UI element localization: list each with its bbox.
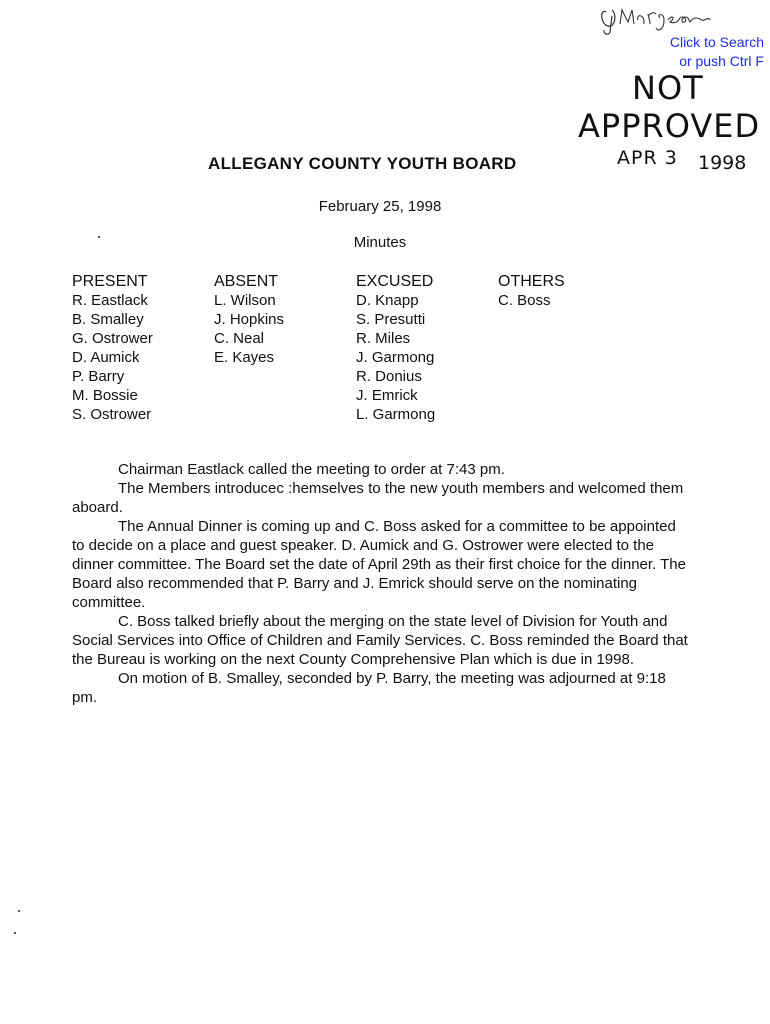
document-subtitle: Minutes [353,234,407,251]
present-name: M. Bossie [72,387,138,404]
search-link-line1[interactable]: Click to Search [669,34,764,50]
present-name: P. Barry [72,368,125,385]
absent-heading: ABSENT [214,273,279,290]
scan-speck [18,910,20,912]
present-name: D. Aumick [72,349,140,366]
excused-name: J. Garmong [356,349,435,366]
excused-name: R. Miles [356,330,411,347]
minutes-paragraph: The Annual Dinner is coming up and C. Boss asked for a committee to be appointed to decide on a place and guest speaker. D. Aumick and G. Ostrower were elected to the dinner committee. The Board set the date of April 29th as their first choice for the dinner. The Board also recommended that P. Barry and J. Emrick should serve on the nominating committee. [72,518,686,611]
absent-column [214,272,284,367]
minutes-paragraph: On motion of B. Smalley, seconded by P. Barry, the meeting was adjourned at 9:18 pm. [72,670,666,706]
search-link[interactable] [640,33,764,71]
present-heading: PRESENT [72,273,148,290]
stamp-date-month-day: APR 3 [617,147,678,169]
absent-name: J. Hopkins [214,311,285,328]
minutes-paragraph: Chairman Eastlack called the meeting to order at 7:43 pm. [118,461,505,478]
meeting-date: February 25, 1998 [318,198,442,215]
excused-name: L. Garmong [356,406,436,423]
present-name: B. Smalley [72,311,144,328]
stamp-approved: APPROVED [578,107,761,145]
others-column [498,272,565,310]
present-name: G. Ostrower [72,330,153,347]
absent-name: C. Neal [214,330,265,347]
document-title: ALLEGANY COUNTY YOUTH BOARD [208,154,517,173]
others-heading: OTHERS [498,273,565,290]
present-name: R. Eastlack [72,292,148,309]
excused-heading: EXCUSED [356,273,434,290]
minutes-paragraph: The Members introducec :hemselves to the new youth members and welcomed them aboard. [72,480,684,516]
excused-name: J. Emrick [356,387,418,404]
excused-name: S. Presutti [356,311,426,328]
present-name: S. Ostrower [72,406,152,423]
stamp-not: NOT [632,69,704,107]
absent-name: L. Wilson [214,292,276,309]
search-link-line2[interactable]: or push Ctrl F [679,53,764,69]
excused-name: D. Knapp [356,292,419,309]
minutes-paragraph: C. Boss talked briefly about the merging on the state level of Division for Youth and Social Services into Office of Children and Family Services. C. Boss reminded the Board that the Bureau is working on the next County Comprehensive Plan which is due in 1998. [72,613,688,668]
stamp-date-year: 1998 [698,152,747,174]
handwritten-signature [598,2,748,36]
scan-speck [98,236,100,238]
excused-name: R. Donius [356,368,422,385]
excused-column [356,272,435,424]
scan-speck [14,932,16,934]
absent-name: E. Kayes [214,349,275,366]
minutes-body [72,460,692,707]
others-name: C. Boss [498,292,551,309]
present-column [72,272,153,424]
